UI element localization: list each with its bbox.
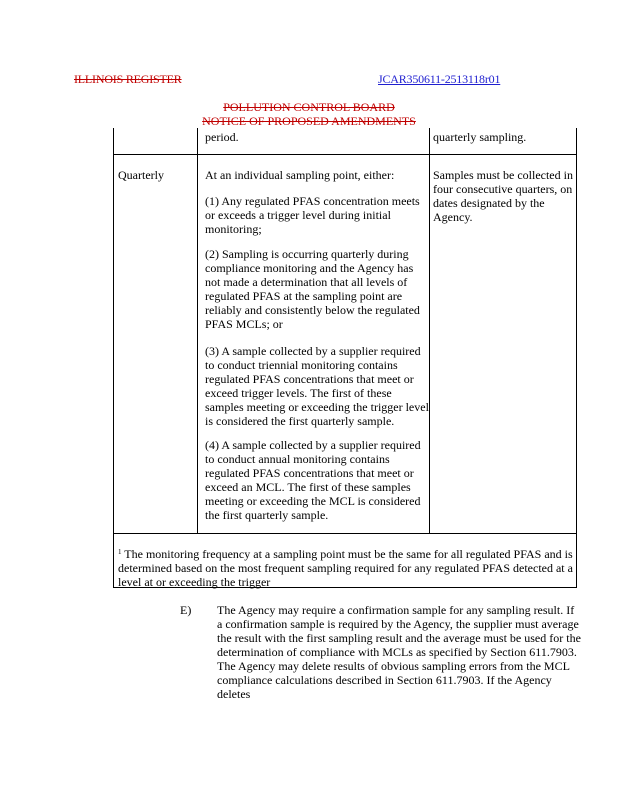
notice-heading: NOTICE OF PROPOSED AMENDMENTS [202,114,416,128]
item-e-label: E) [180,603,192,617]
board-heading: POLLUTION CONTROL BOARD [223,100,395,114]
table-left-border [113,128,114,588]
table-col-divider-1 [197,128,198,533]
condition-3: (3) A sample collected by a supplier required to conduct triennial monitoring contains regulated PFAS concentrations that meet or exceed trigger levels. The first of these samples meeting or exceeding the trigger level is considered the first quarterly sample. [205,344,429,428]
condition-4: (4) A sample collected by a supplier required to conduct annual monitoring contains regulated PFAS concentrations that meet or exceed an MCL. The first of these samples meeting or exceeding the MCL is considered the first quarterly sample. [205,438,421,522]
continued-row-right: quarterly sampling. [433,130,527,144]
table-right-border [576,128,577,588]
footnote-text: The monitoring frequency at a sampling point must be the same for all regulated PFAS and is determined based on the most frequent sampling required for any regulated PFAS detected at a level at or exceeding the trigger [118,547,573,589]
document-code-link[interactable]: JCAR350611-2513118r01 [378,72,501,86]
table-footnote-divider [113,533,577,534]
condition-2: (2) Sampling is occurring quarterly during compliance monitoring and the Agency has not made a determination that all levels of regulated PFAS at the sampling point are reliably and consistently below the regulated PFAS MCLs; or [205,247,420,331]
table-row-divider [113,154,577,155]
continued-row-middle: period. [205,130,239,144]
sampling-requirement: Samples must be collected in four consecutive quarters, on dates designated by the Agency. [433,168,573,224]
item-e-text: The Agency may require a confirmation sample for any sampling result. If a confirmation sample is required by the Agency, the supplier must average the result with the first sampling result and the average must be used for the determination of compliance with MCLs as specified by Section 611.7903. The Agency may delete results of obvious sampling errors from the MCL compliance calculations described in Section 611.7903. If the Agency deletes [217,603,581,701]
condition-intro: At an individual sampling point, either: [205,168,395,182]
frequency-label: Quarterly [118,168,164,182]
register-title: ILLINOIS REGISTER [74,72,182,86]
footnote-marker: 1 [118,548,122,556]
condition-1: (1) Any regulated PFAS concentration meets or exceeds a trigger level during initial monitoring; [205,194,420,236]
table-footnote [118,545,580,589]
